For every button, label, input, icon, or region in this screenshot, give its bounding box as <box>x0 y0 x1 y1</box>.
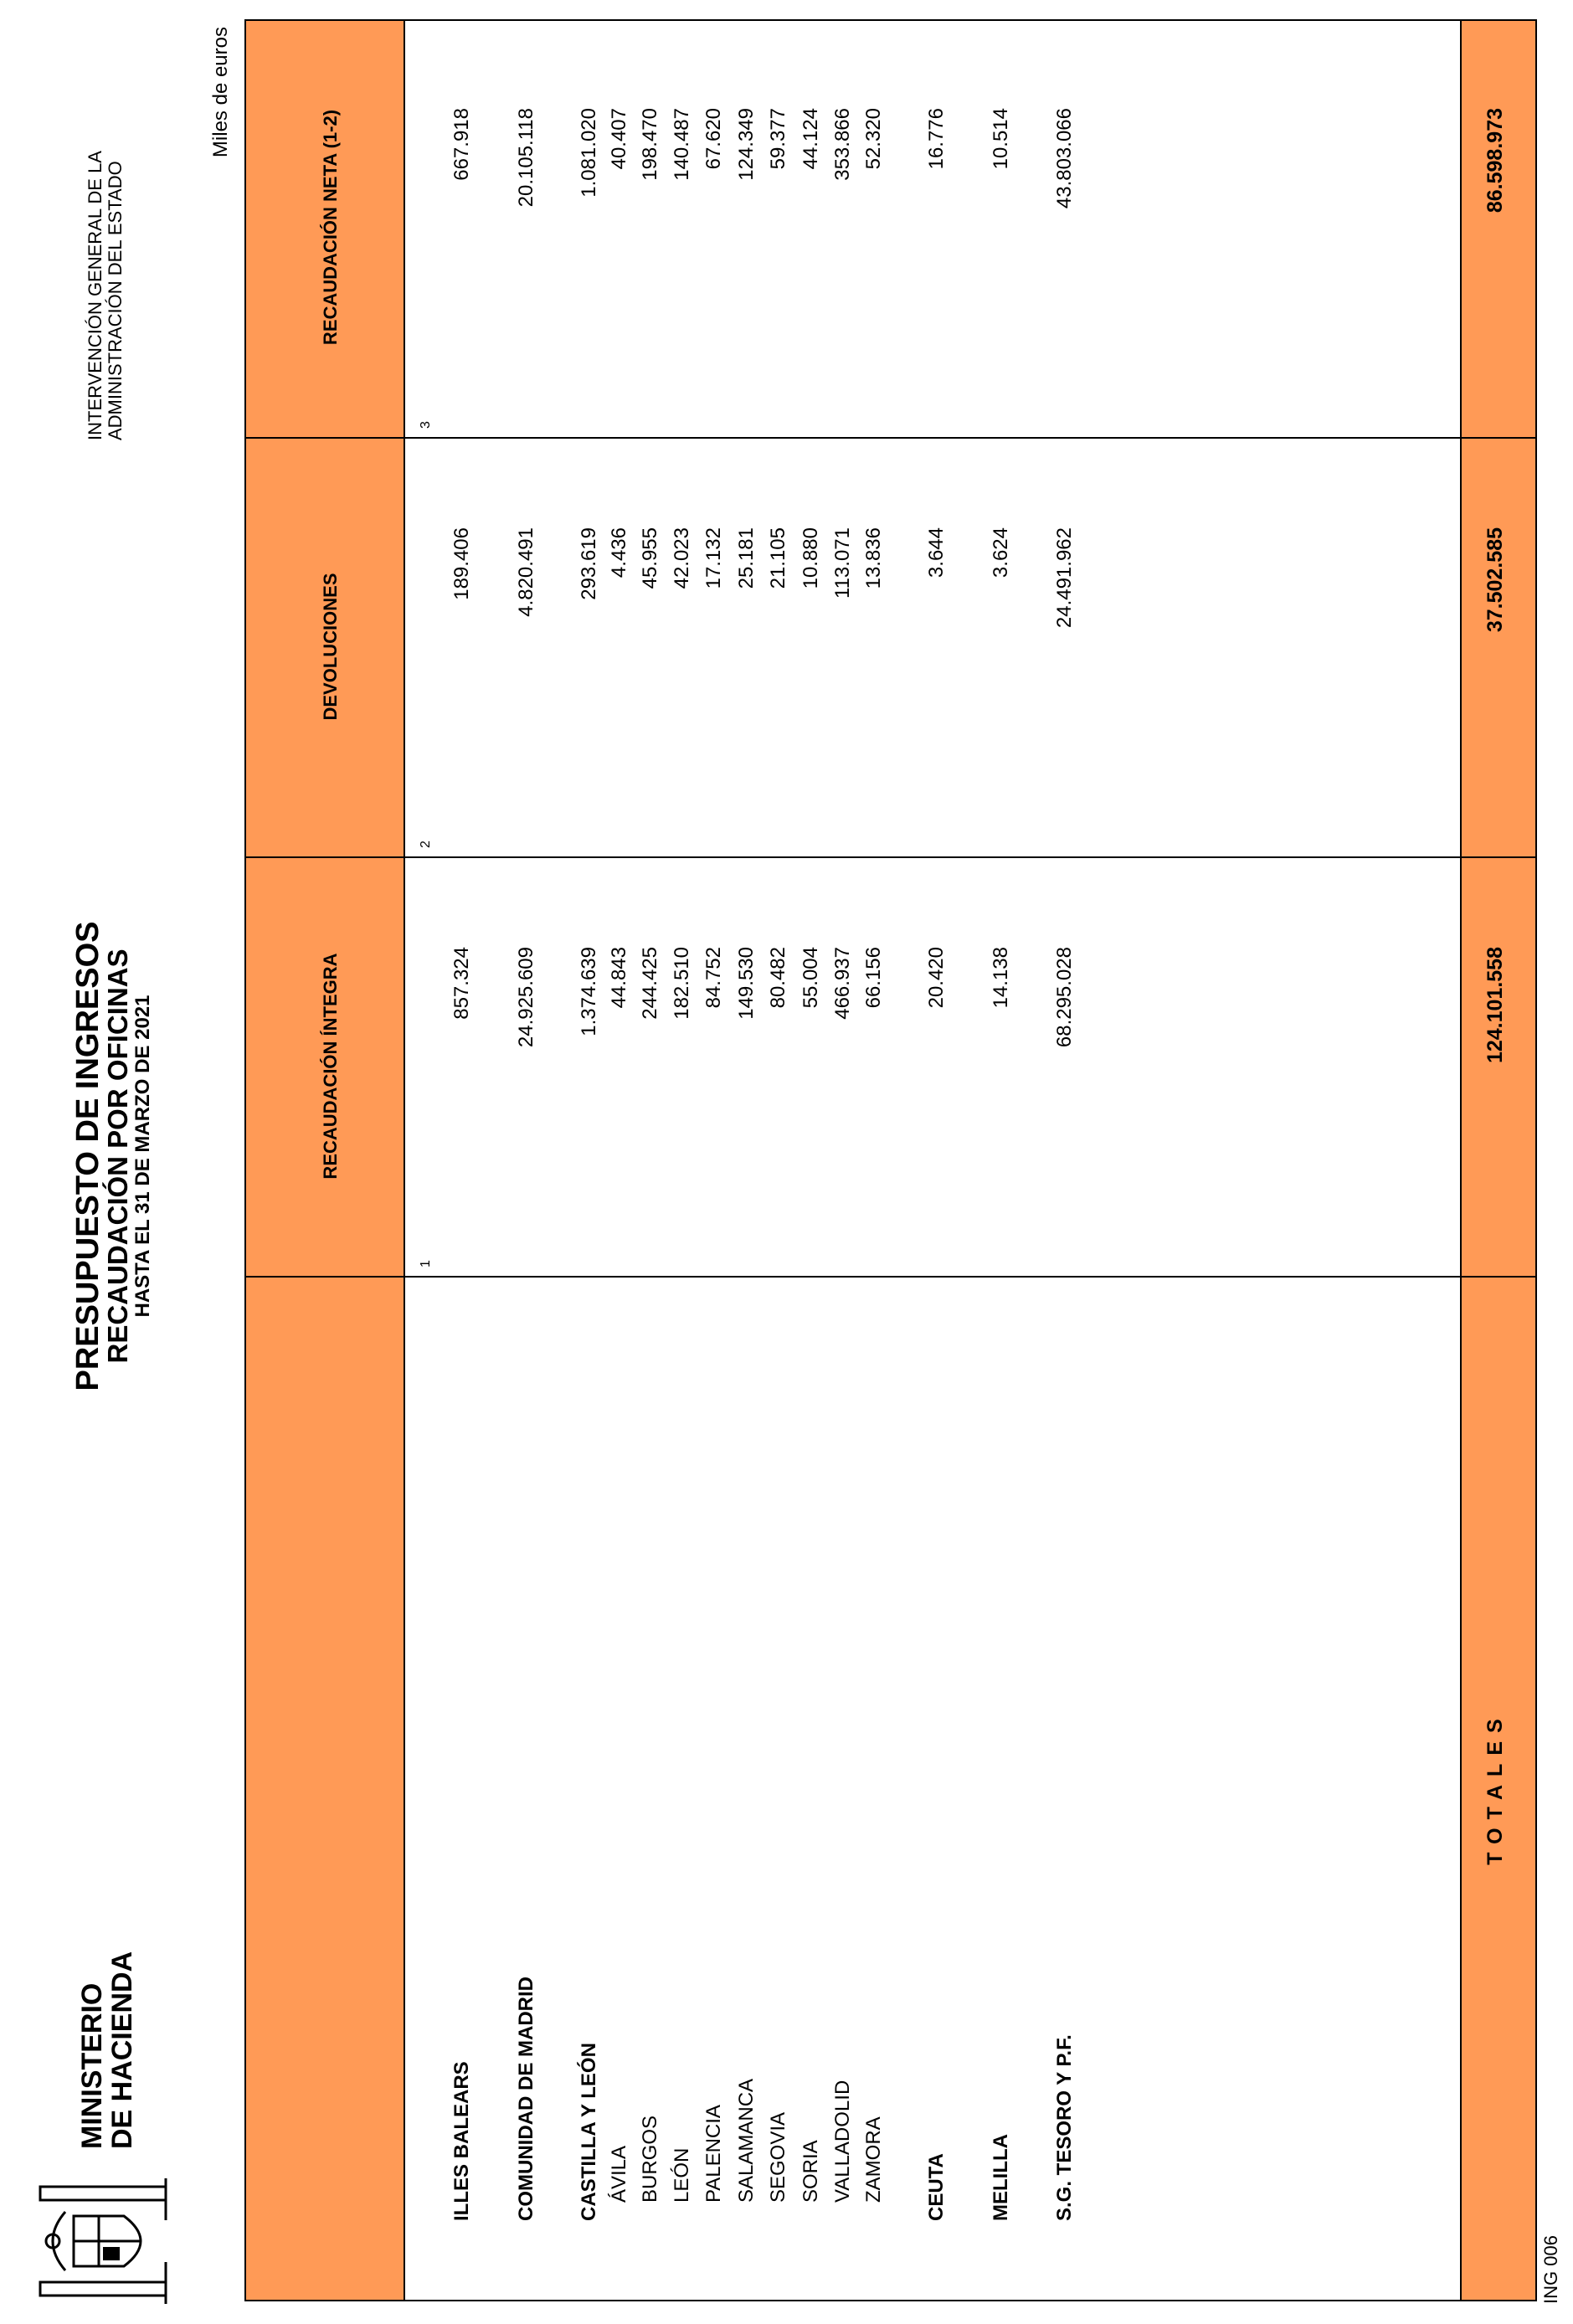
row-value: 4.436 <box>608 527 630 578</box>
title-line-1: PRESUPUESTO DE INGRESOS <box>70 921 105 1391</box>
row-label: LEÓN <box>671 2147 693 2203</box>
row-value: 20.420 <box>925 947 948 1009</box>
row-value: 1.081.020 <box>578 108 600 198</box>
table-row <box>670 21 695 2300</box>
row-value: 14.138 <box>990 947 1012 1009</box>
coat-of-arms-icon <box>15 2170 182 2312</box>
units-label: Miles de euros <box>209 27 232 158</box>
table-totals-band <box>1460 21 1535 2300</box>
row-value: 293.619 <box>578 527 600 600</box>
total-value: 86.598.973 <box>1483 108 1507 213</box>
totals-label: TOTALES <box>1483 1710 1507 1865</box>
table-row <box>830 21 856 2300</box>
row-value: 66.156 <box>862 947 885 1009</box>
row-value: 44.124 <box>799 108 822 170</box>
total-value: 37.502.585 <box>1483 527 1507 633</box>
table-row <box>861 21 887 2300</box>
row-value: 10.880 <box>799 527 822 589</box>
row-label: PALENCIA <box>702 2105 725 2203</box>
column-header: RECAUDACIÓN NETA (1-2) <box>320 109 341 346</box>
table-row <box>450 21 475 2300</box>
ministry-name <box>77 1951 137 2149</box>
row-value: 25.181 <box>735 527 758 589</box>
row-value: 182.510 <box>671 947 693 1020</box>
row-label: CASTILLA Y LEÓN <box>578 2043 600 2221</box>
row-value: 24.491.962 <box>1053 527 1076 629</box>
ministry-line-2: DE HACIENDA <box>106 1951 138 2149</box>
row-label: VALLADOLID <box>831 2080 854 2203</box>
row-value: 857.324 <box>450 947 473 1020</box>
row-value: 189.406 <box>450 527 473 600</box>
table-row <box>924 21 949 2300</box>
table-row <box>734 21 759 2300</box>
org-line-2: ADMINISTRACIÓN DEL ESTADO <box>105 161 126 440</box>
revenue-table <box>244 19 1537 2301</box>
title-date: HASTA EL 31 DE MARZO DE 2021 <box>131 995 154 1318</box>
row-label: ÁVILA <box>608 2145 630 2203</box>
row-value: 124.349 <box>735 108 758 181</box>
row-value: 244.425 <box>639 947 661 1020</box>
table-row <box>702 21 727 2300</box>
row-value: 84.752 <box>702 947 725 1009</box>
column-divider <box>246 856 1535 858</box>
table-row <box>638 21 663 2300</box>
row-value: 3.644 <box>925 527 948 578</box>
row-value: 67.620 <box>702 108 725 170</box>
org-line-1: INTERVENCIÓN GENERAL DE LA <box>85 151 105 440</box>
row-value: 13.836 <box>862 527 885 589</box>
row-label: SALAMANCA <box>735 2078 758 2203</box>
report-title <box>72 742 154 1571</box>
report-code: ING 006 <box>1540 2235 1561 2304</box>
row-label: BURGOS <box>639 2115 661 2203</box>
table-row <box>766 21 791 2300</box>
row-value: 667.918 <box>450 108 473 181</box>
row-value: 466.937 <box>831 947 854 1020</box>
row-value: 353.866 <box>831 108 854 181</box>
row-value: 68.295.028 <box>1053 947 1076 1048</box>
row-value: 80.482 <box>767 947 789 1009</box>
row-value: 113.071 <box>831 527 854 599</box>
row-label: CEUTA <box>925 2153 948 2221</box>
row-value: 149.530 <box>735 947 758 1020</box>
column-number: 3 <box>419 421 433 429</box>
total-value: 124.101.558 <box>1483 947 1507 1064</box>
row-value: 20.105.118 <box>515 108 537 208</box>
row-value: 140.487 <box>671 108 693 181</box>
row-value: 3.624 <box>990 527 1012 578</box>
row-label: SEGOVIA <box>767 2111 789 2203</box>
row-value: 17.132 <box>702 527 725 589</box>
row-value: 43.803.066 <box>1053 108 1076 209</box>
row-value: 42.023 <box>671 527 693 589</box>
table-row <box>799 21 824 2300</box>
table-row <box>1052 21 1077 2300</box>
table-row <box>577 21 602 2300</box>
organization-name <box>85 151 126 440</box>
row-value: 45.955 <box>639 527 661 589</box>
table-row <box>607 21 632 2300</box>
row-label: SORIA <box>799 2140 822 2203</box>
row-value: 44.843 <box>608 947 630 1009</box>
row-value: 40.407 <box>608 108 630 170</box>
row-value: 1.374.639 <box>578 947 600 1036</box>
row-value: 4.820.491 <box>515 527 537 617</box>
ministry-line-1: MINISTERIO <box>76 1982 108 2149</box>
column-number: 1 <box>419 1260 433 1267</box>
row-value: 16.776 <box>925 108 948 170</box>
row-value: 24.925.609 <box>515 947 537 1048</box>
row-value: 21.105 <box>767 527 789 589</box>
row-label: COMUNIDAD DE MADRID <box>515 1977 537 2221</box>
table-row <box>514 21 539 2300</box>
column-divider <box>246 1276 1535 1278</box>
column-number: 2 <box>419 841 433 848</box>
row-value: 198.470 <box>639 108 661 181</box>
row-label: ILLES BALEARS <box>450 2061 473 2221</box>
row-label: S.G. TESORO Y P.F. <box>1053 2034 1076 2221</box>
title-line-2: RECAUDACIÓN POR OFICINAS <box>102 949 133 1364</box>
table-row <box>989 21 1014 2300</box>
column-divider <box>246 437 1535 439</box>
row-value: 10.514 <box>990 108 1012 170</box>
column-header: DEVOLUCIONES <box>320 573 341 721</box>
row-value: 55.004 <box>799 947 822 1009</box>
row-label: MELILLA <box>990 2134 1012 2221</box>
column-header: RECAUDACIÓN ÍNTEGRA <box>320 953 341 1180</box>
row-value: 59.377 <box>767 108 789 170</box>
row-value: 52.320 <box>862 108 885 170</box>
row-label: ZAMORA <box>862 2116 885 2203</box>
